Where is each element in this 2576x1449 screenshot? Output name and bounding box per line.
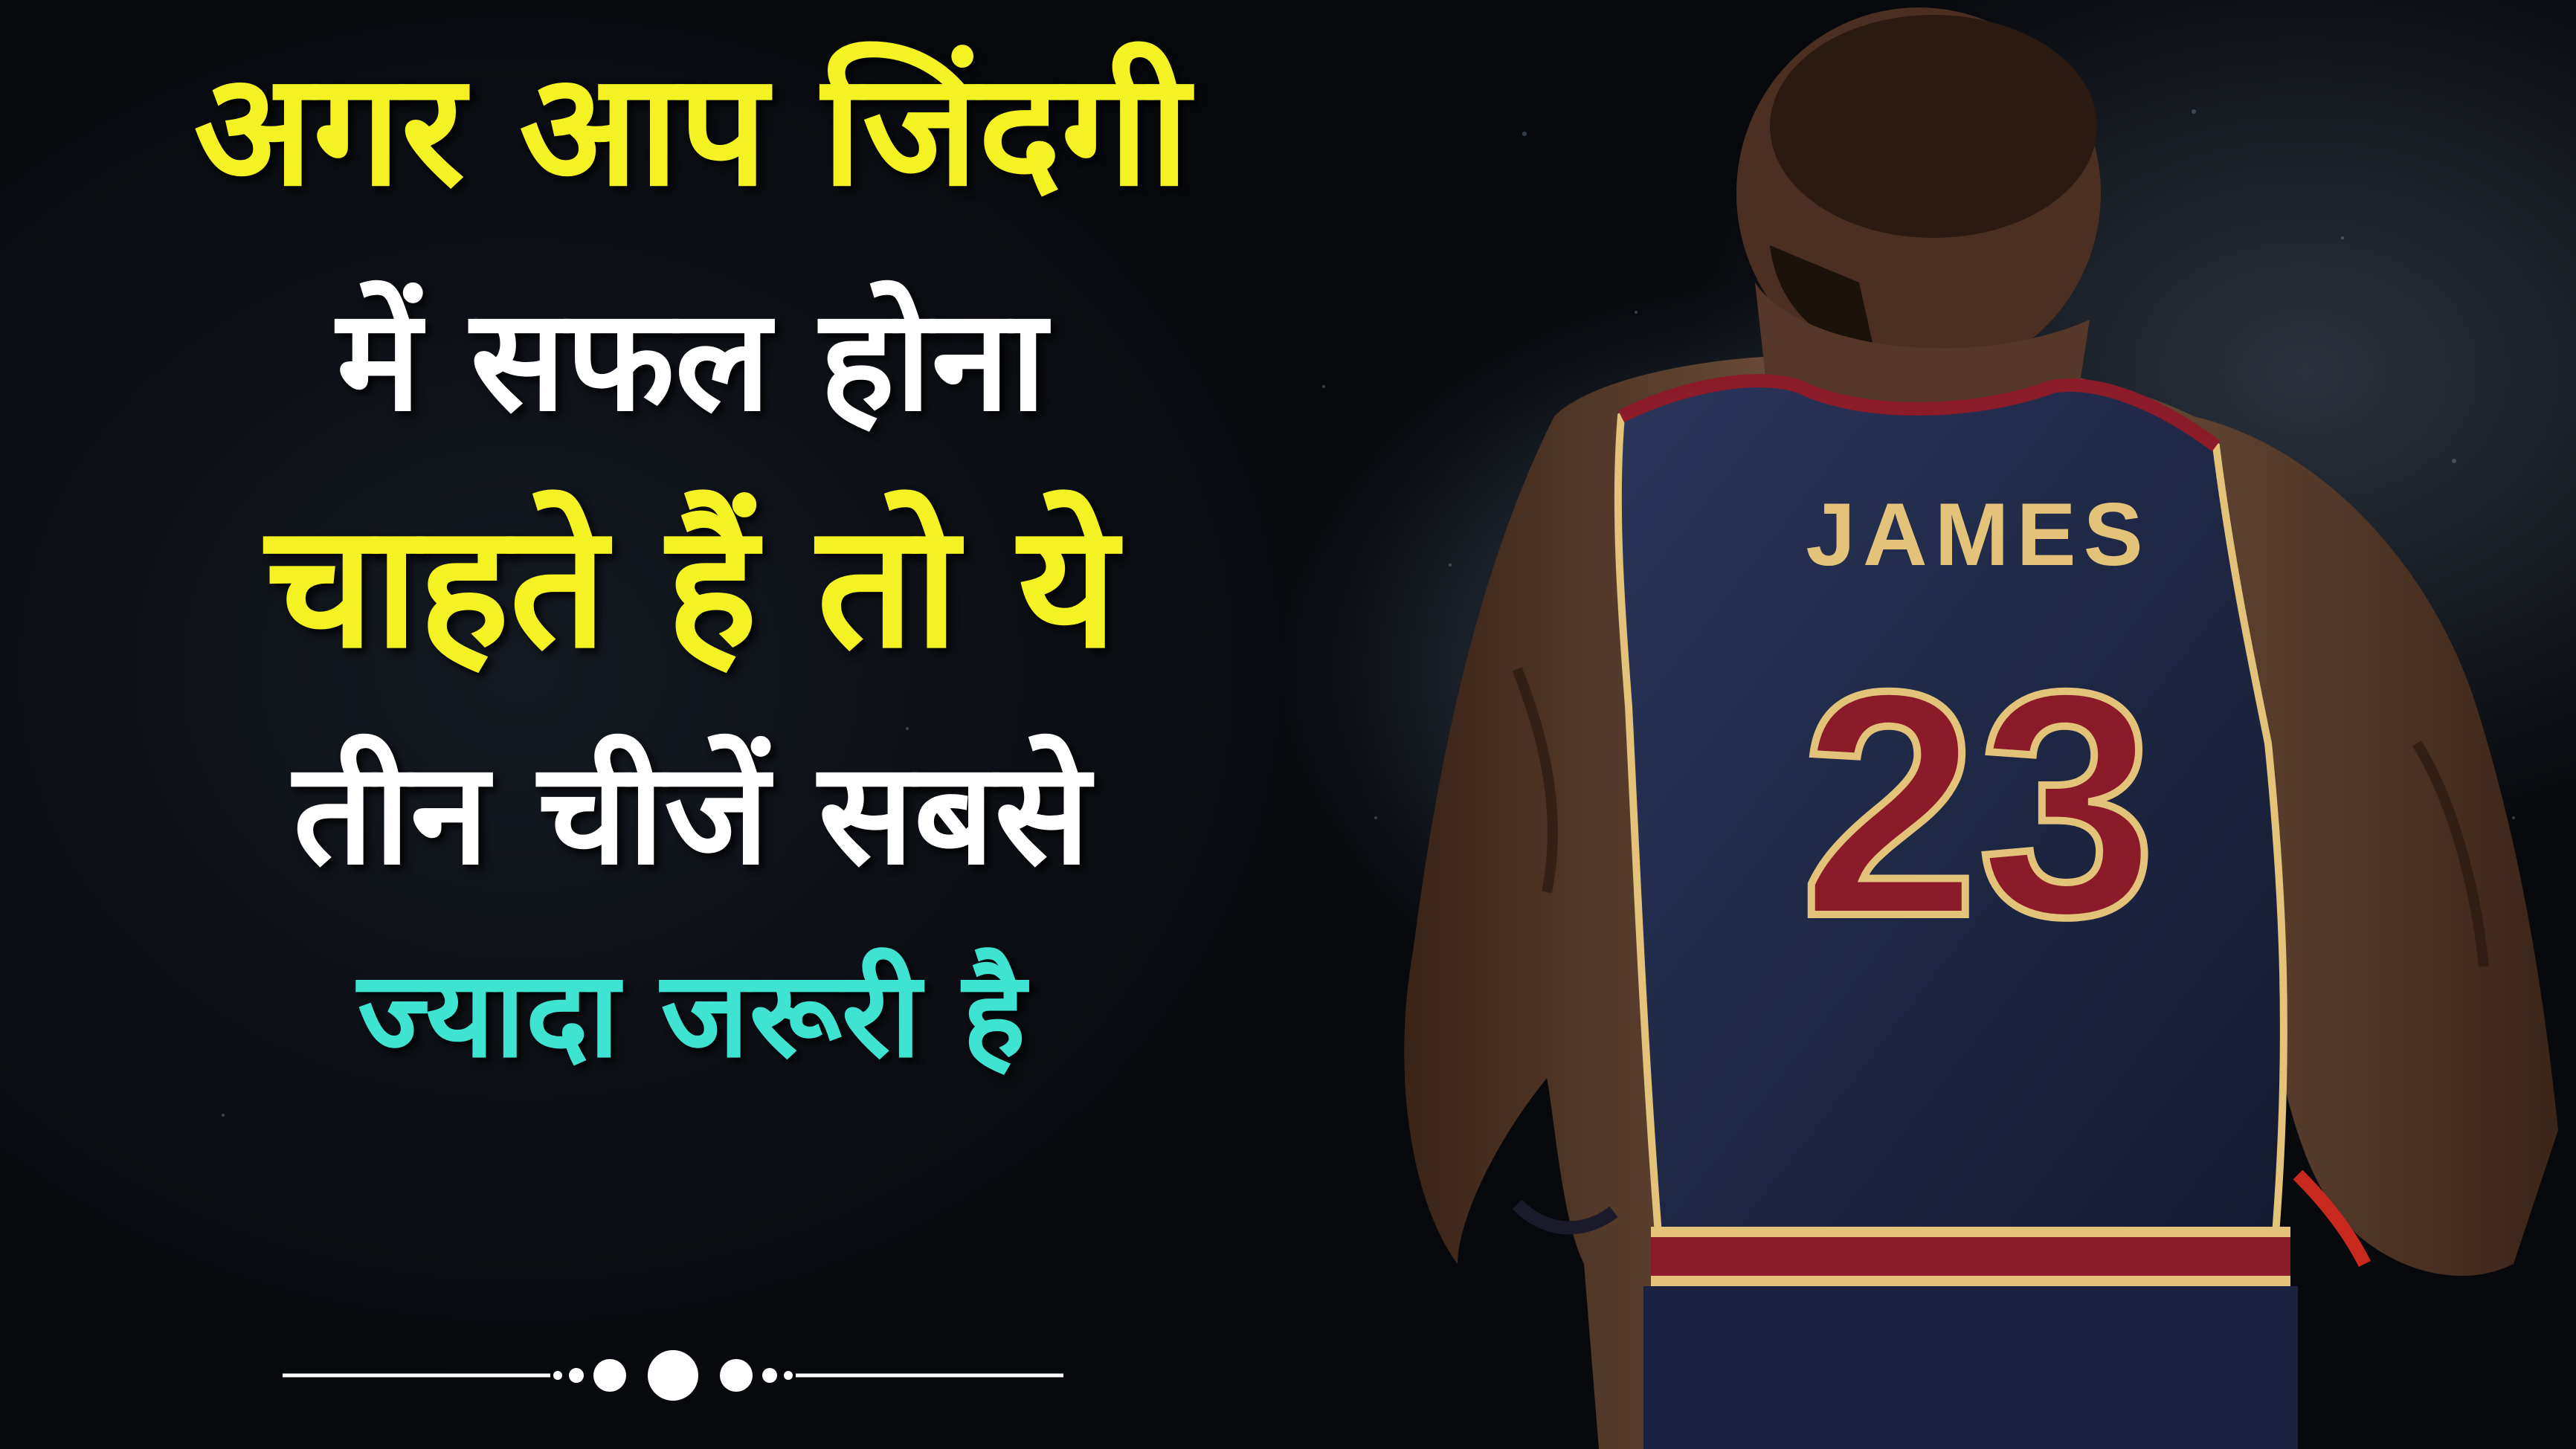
headline-line-2: में सफल होना — [336, 278, 1047, 442]
headline-line-4: तीन चीजें सबसे — [293, 732, 1090, 896]
ornamental-divider — [283, 1346, 1063, 1405]
headline-line-5: ज्यादा जरूरी है — [357, 945, 1026, 1084]
headline-line-3: चाहते हैं तो ये — [265, 488, 1118, 686]
motivational-headline — [0, 39, 1383, 1084]
headline-line-1: अगर आप जिंदगी — [193, 39, 1190, 221]
jersey-number: 23 — [1800, 626, 2157, 983]
jersey-name: JAMES — [1806, 485, 2151, 584]
